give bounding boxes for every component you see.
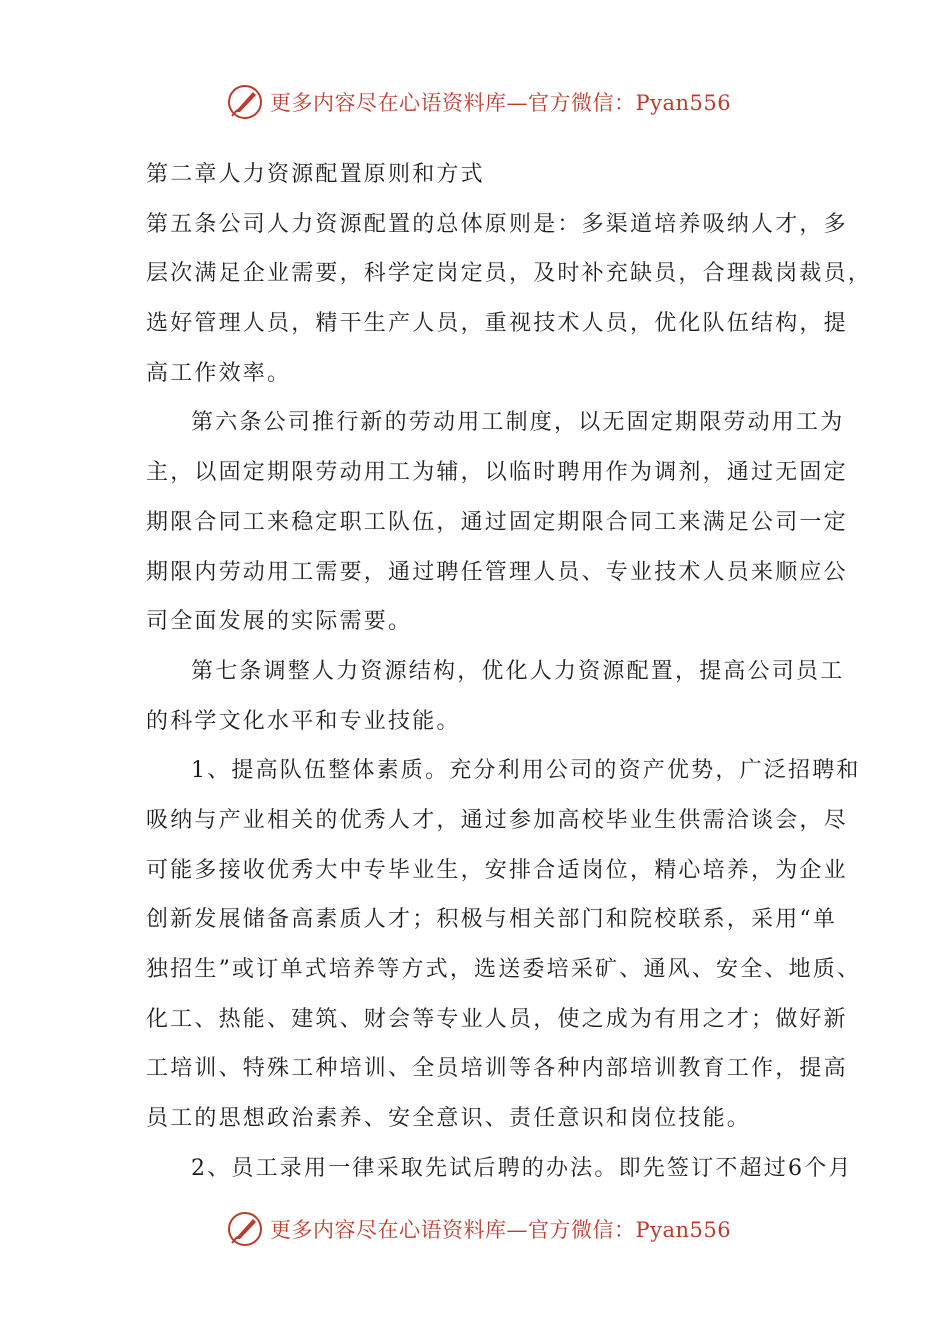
paragraph-line: 期限合同工来稳定职工队伍，通过固定期限合同工来满足公司一定 <box>146 509 848 535</box>
chapter-title: 第二章人力资源配置原则和方式 <box>146 162 485 187</box>
paragraph-line: 第五条公司人力资源配置的总体原则是：多渠道培养吸纳人才，多 <box>146 211 848 237</box>
paragraph-line: 2、员工录用一律采取先试后聘的办法。即先签订不超过6个月 <box>191 1155 853 1181</box>
paragraph-line: 的科学文化水平和专业技能。 <box>146 708 461 734</box>
paragraph-line: 创新发展储备高素质人才；积极与相关部门和院校联系，采用“单 <box>146 907 838 933</box>
paragraph-line: 司全面发展的实际需要。 <box>146 609 413 635</box>
header-banner-text: 更多内容尽在心语资料库—官方微信：Pyan556 <box>270 91 732 115</box>
paragraph-line: 选好管理人员，精干生产人员，重视技术人员，优化队伍结构，提 <box>146 311 848 337</box>
paragraph-line: 1、提高队伍整体素质。充分利用公司的资产优势，广泛招聘和 <box>191 758 861 784</box>
paragraph-line: 层次满足企业需要，科学定岗定员，及时补充缺员，合理裁岗裁员， <box>146 261 873 287</box>
paragraph-line: 高工作效率。 <box>146 360 292 386</box>
paragraph-line: 第六条公司推行新的劳动用工制度，以无固定期限劳动用工为 <box>191 410 845 436</box>
paragraph-line: 化工、热能、建筑、财会等专业人员，使之成为有用之才；做好新 <box>146 1006 848 1032</box>
footer-banner-text: 更多内容尽在心语资料库—官方微信：Pyan556 <box>270 1218 732 1242</box>
paragraph-line: 期限内劳动用工需要，通过聘任管理人员、专业技术人员来顺应公 <box>146 559 848 585</box>
paragraph-line: 可能多接收优秀大中专毕业生，安排合适岗位，精心培养，为企业 <box>146 857 848 883</box>
quill-pen-logo-icon <box>226 83 264 121</box>
footer-banner <box>226 1209 731 1249</box>
paragraph-line: 工培训、特殊工种培训、全员培训等各种内部培训教育工作，提高 <box>146 1056 848 1082</box>
header-banner <box>226 82 731 122</box>
paragraph-line: 第七条调整人力资源结构，优化人力资源配置，提高公司员工 <box>191 658 845 684</box>
paragraph-line: 吸纳与产业相关的优秀人才，通过参加高校毕业生供需洽谈会，尽 <box>146 807 848 833</box>
paragraph-line: 员工的思想政治素养、安全意识、责任意识和岗位技能。 <box>146 1106 752 1132</box>
quill-pen-logo-icon <box>226 1210 264 1248</box>
paragraph-line: 独招生”或订单式培养等方式，选送委培采矿、通风、安全、地质、 <box>146 957 862 982</box>
document-body <box>146 150 873 1193</box>
paragraph-line: 主，以固定期限劳动用工为辅，以临时聘用作为调剂，通过无固定 <box>146 460 848 486</box>
